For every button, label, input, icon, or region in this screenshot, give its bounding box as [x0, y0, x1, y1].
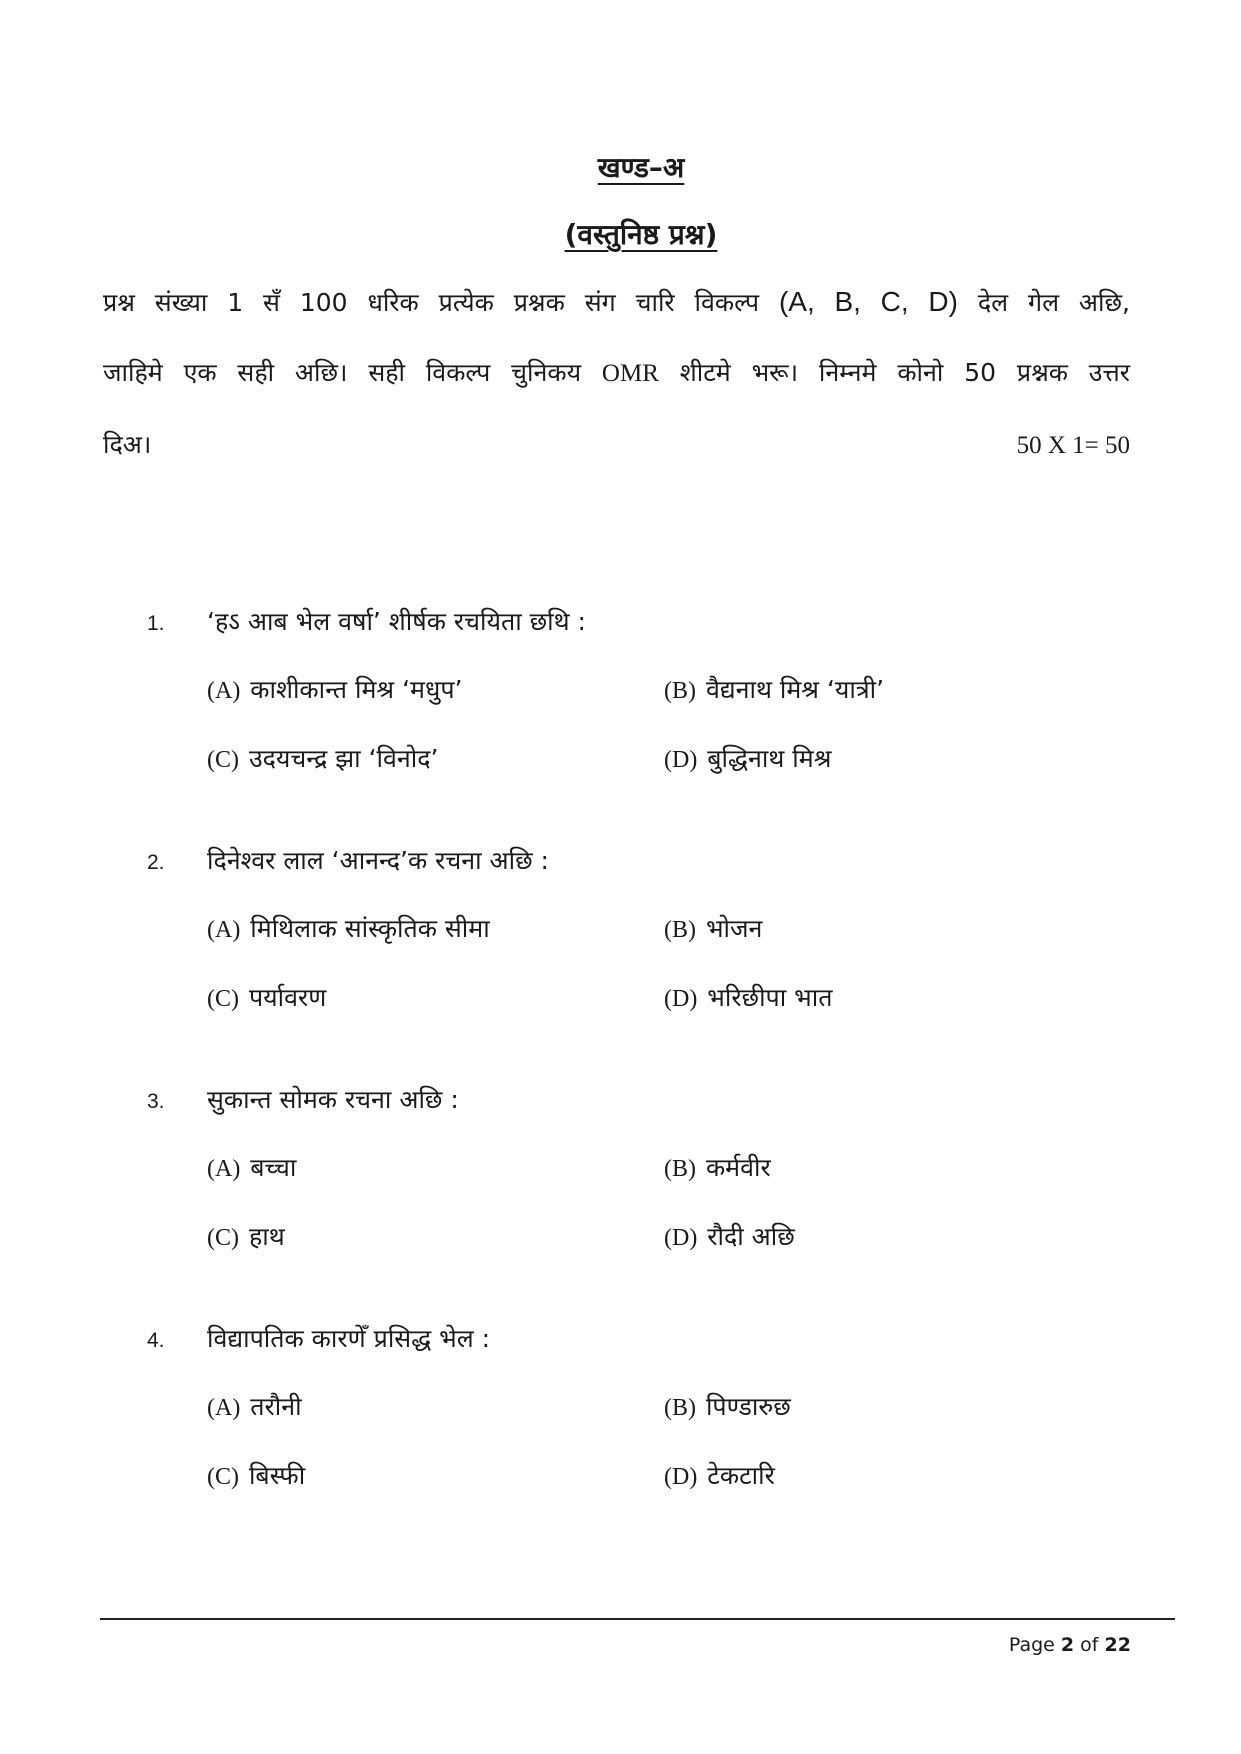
option-text: भोजन: [705, 914, 763, 943]
option-text: टेकटारि: [707, 1461, 775, 1490]
question-number: 1.: [147, 612, 165, 635]
question-text: सुकान्त सोमक रचना अछि :: [207, 1085, 459, 1114]
instruction-omr: OMR: [601, 360, 659, 387]
option-text: पर्यावरण: [248, 983, 327, 1012]
option-text: पिण्डारुछ: [705, 1392, 791, 1421]
option-a: [207, 1389, 302, 1423]
footer-page-word: Page: [1008, 1634, 1055, 1656]
option-label: (D): [664, 1225, 698, 1251]
page-footer: [1009, 1634, 1131, 1656]
instruction-option-letters: (A, B, C, D): [778, 286, 958, 317]
option-b: [664, 911, 762, 945]
option-label: (D): [664, 1464, 698, 1490]
option-a: [207, 672, 463, 706]
option-b: [664, 1150, 771, 1184]
instruction-text: जाहिमे एक सही अछि। सही विकल्प चुनिकय: [103, 358, 582, 387]
option-b: [664, 672, 884, 706]
option-a: [207, 1150, 296, 1184]
question-number: 3.: [147, 1090, 165, 1113]
option-label: (D): [664, 747, 698, 773]
option-text: काशीकान्त मिश्र ‘मधुप’: [250, 675, 463, 704]
option-label: (B): [664, 917, 696, 943]
option-text: तरौनी: [250, 1392, 302, 1421]
instruction-line-1: [103, 284, 1130, 321]
question-number: 4.: [147, 1329, 165, 1352]
option-d: [664, 741, 831, 775]
option-d: [664, 1458, 775, 1492]
option-text: उदयचन्द्र झा ‘विनोद’: [248, 744, 439, 773]
option-c: [207, 741, 438, 775]
option-text: मिथिलाक सांस्कृतिक सीमा: [250, 914, 490, 943]
option-text: बुद्धिनाथ मिश्र: [707, 744, 832, 773]
question-text: ‘हऽ आब भेल वर्षा’ शीर्षक रचयिता छथि :: [207, 607, 586, 636]
question-text: दिनेश्वर लाल ‘आनन्द’क रचना अछि :: [207, 846, 549, 875]
footer-divider: [100, 1618, 1175, 1620]
option-c: [207, 1219, 285, 1253]
option-d: [664, 1219, 795, 1253]
section-title: खण्ड–अ: [597, 151, 685, 184]
option-label: (C): [207, 1225, 239, 1251]
option-text: कर्मवीर: [705, 1153, 771, 1182]
option-label: (A): [207, 1156, 241, 1182]
marks-scheme: 50 X 1= 50: [1016, 432, 1130, 459]
option-text: रौदी अछि: [707, 1222, 795, 1251]
option-d: [664, 980, 832, 1014]
option-label: (A): [207, 1395, 241, 1421]
instruction-text: शीटमे भरू। निम्नमे कोनो 50 प्रश्नक उत्तर: [679, 358, 1130, 387]
option-label: (C): [207, 986, 239, 1012]
option-label: (A): [207, 678, 241, 704]
question-number: 2.: [147, 851, 165, 874]
instruction-text: प्रश्न संख्या 1 सँ 100 धरिक प्रत्येक प्रश्नक संग चारि विकल्प: [103, 288, 760, 317]
option-label: (B): [664, 678, 696, 704]
option-label: (B): [664, 1156, 696, 1182]
footer-total-pages: 22: [1104, 1634, 1131, 1656]
option-a: [207, 911, 490, 945]
option-text: वैद्यनाथ मिश्र ‘यात्री’: [705, 675, 885, 704]
question-text: विद्यापतिक कारणेँ प्रसिद्ध भेल :: [207, 1324, 491, 1353]
option-text: हाथ: [248, 1222, 285, 1251]
footer-of-word: of: [1080, 1634, 1099, 1656]
option-c: [207, 1458, 305, 1492]
option-label: (C): [207, 1464, 239, 1490]
option-label: (C): [207, 747, 239, 773]
instruction-line-3: दिअ।: [103, 430, 152, 459]
option-label: (A): [207, 917, 241, 943]
instruction-text: देल गेल अछि,: [977, 288, 1130, 317]
option-label: (B): [664, 1395, 696, 1421]
option-text: भरिछीपा भात: [707, 983, 833, 1012]
instruction-line-2: [103, 355, 1130, 392]
option-c: [207, 980, 326, 1014]
option-b: [664, 1389, 791, 1423]
footer-current-page: 2: [1060, 1634, 1075, 1656]
option-text: बिस्फी: [248, 1461, 306, 1490]
option-label: (D): [664, 986, 698, 1012]
option-text: बच्चा: [250, 1153, 297, 1182]
section-subtitle: (वस्तुनिष्ठ प्रश्न): [564, 218, 718, 251]
